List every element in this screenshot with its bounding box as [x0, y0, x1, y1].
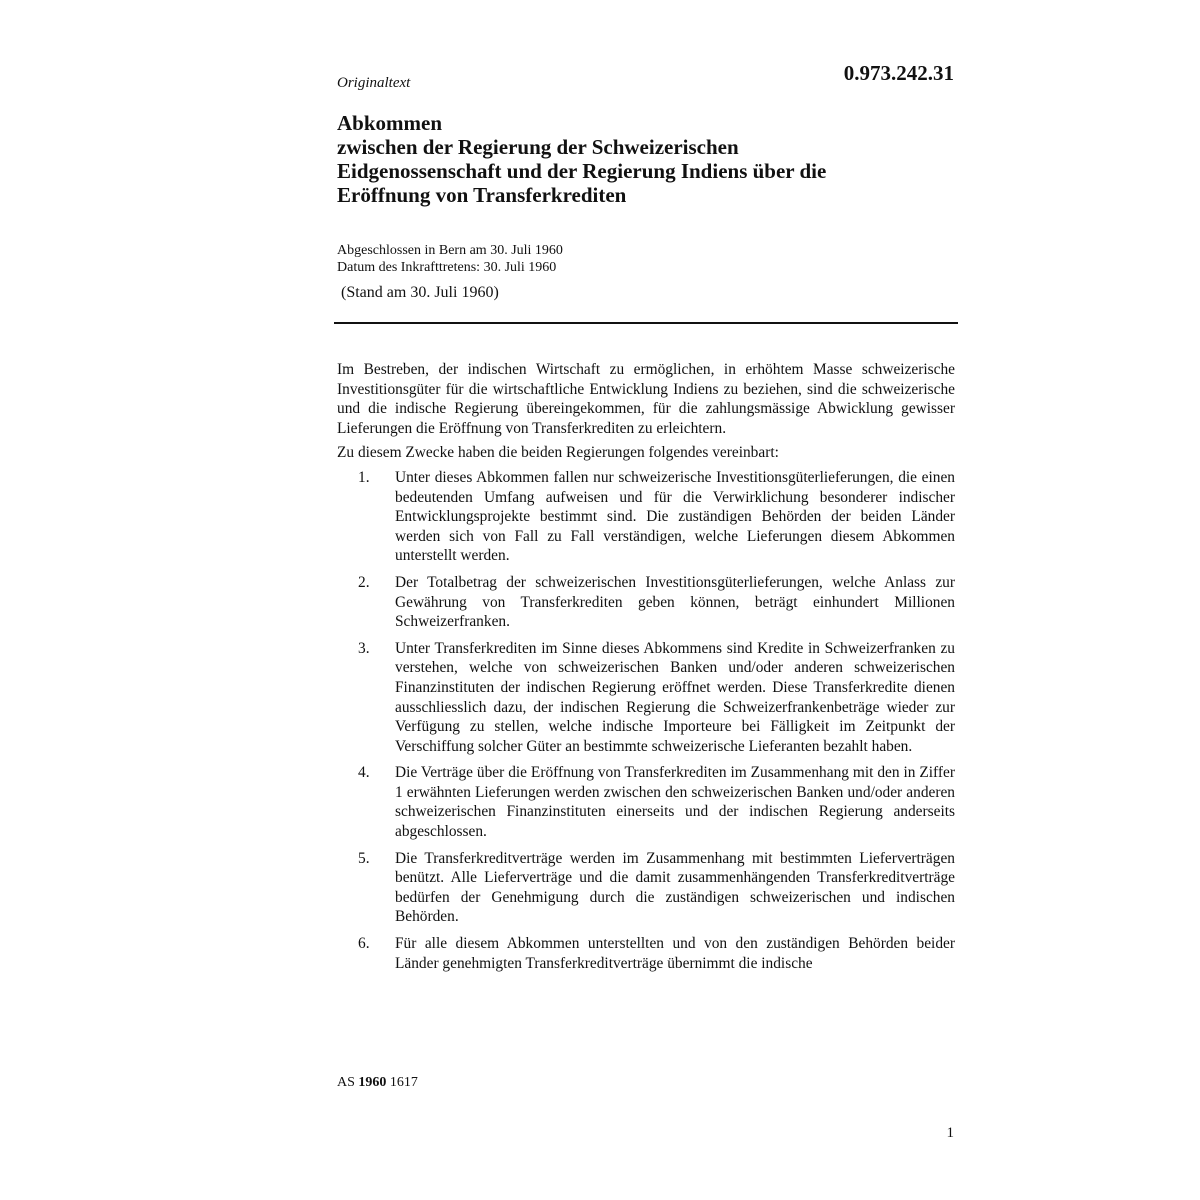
- list-item-text: Unter Transferkrediten im Sinne dieses Abkommens sind Kredite in Schweizerfranken zu verstehen, welche von schweizerischen Banken und/oder anderen schweizerischen Finanzinstituten der indischen Regierung eröffnet werden. Diese Transferkredite dienen ausschliesslich dazu, der indischen Regierung die Schweizerfrankenbeträge wieder zur Verfügung zu stellen, welche indische Importeure bei Fälligkeit im Zeitpunkt der Verschiffung solcher Güter an bestimmte schweizerische Lieferanten bezahlt haben.: [395, 639, 955, 755]
- list-item-number: 2.: [358, 573, 370, 591]
- official-collection-reference: [337, 1075, 418, 1091]
- entry-into-force-date: Datum des Inkrafttretens: 30. Juli 1960: [337, 260, 557, 275]
- title-line: Abkommen: [337, 111, 443, 135]
- list-item-text: Die Transferkreditverträge werden im Zusammenhang mit bestimmten Lieferverträgen benützt. Alle Lieferverträge und die damit zusammenhängenden Transferkreditverträge bedürfen der Genehmigung durch die zuständigen schweizerischen und indischen Behörden.: [395, 849, 955, 926]
- as-page: 1617: [389, 1075, 418, 1090]
- document-meta: [337, 242, 563, 276]
- document-title: [337, 111, 977, 207]
- list-item-number: 3.: [358, 639, 370, 657]
- list-item-text: Für alle diesem Abkommen unterstellten und von den zuständigen Behörden beider Länder genehmigten Transferkreditverträge übernimmt die indische: [395, 935, 955, 972]
- list-item: [337, 573, 955, 632]
- original-text-label: Originaltext: [337, 75, 411, 91]
- title-line: zwischen der Regierung der Schweizerischen: [337, 135, 739, 159]
- as-year: 1960: [358, 1075, 387, 1090]
- document-body: [337, 360, 955, 980]
- title-line: Eidgenossenschaft und der Regierung Indiens über die: [337, 159, 827, 183]
- list-item: [337, 934, 955, 973]
- concluded-date: Abgeschlossen in Bern am 30. Juli 1960: [337, 243, 563, 258]
- status-date: (Stand am 30. Juli 1960): [341, 284, 499, 301]
- list-item-number: 1.: [358, 468, 370, 486]
- article-list: [337, 468, 955, 973]
- list-item: [337, 763, 955, 841]
- intro-paragraph: Zu diesem Zwecke haben die beiden Regierungen folgendes vereinbart:: [337, 444, 779, 462]
- as-prefix: AS: [337, 1075, 355, 1090]
- header-divider: [334, 322, 958, 324]
- list-item: [337, 639, 955, 757]
- title-line: Eröffnung von Transferkrediten: [337, 183, 627, 207]
- sr-number: 0.973.242.31: [843, 61, 954, 85]
- list-item: [337, 468, 955, 566]
- list-item-number: 6.: [358, 935, 370, 953]
- list-item-text: Die Verträge über die Eröffnung von Transferkrediten im Zusammenhang mit den in Ziffer 1 erwähnten Lieferungen werden zwischen den schweizerischen Banken und/oder anderen schweizerischen Finanzinstituten einerseits und der indischen Regierung anderseits abgeschlossen.: [395, 764, 955, 841]
- list-item-text: Der Totalbetrag der schweizerischen Investitionsgüterlieferungen, welche Anlass zur Gewährung von Transferkrediten geben können, beträgt einhundert Millionen Schweizerfranken.: [395, 573, 955, 631]
- list-item-text: Unter dieses Abkommen fallen nur schweizerische Investitionsgüterlieferungen, die einen bedeutenden Umfang aufweisen und für die Verwirklichung besonderer indischer Entwicklungsprojekte bestimmt sind. Die zuständigen Behörden der beiden Länder werden sich von Fall zu Fall verständigen, welche Lieferungen diesem Abkommen unterstellt werden.: [395, 468, 955, 565]
- list-item: [337, 849, 955, 927]
- list-item-number: 4.: [358, 764, 370, 782]
- list-item-number: 5.: [358, 849, 370, 867]
- preamble-paragraph: Im Bestreben, der indischen Wirtschaft zu ermöglichen, in erhöhtem Masse schweizerische Investitionsgüter für die wirtschaftliche Entwicklung Indiens zu beziehen, sind die schweizerische und die indische Regierung übereingekommen, für die zahlungsmässige Abwicklung gewisser Lieferungen die Eröffnung von Transferkrediten zu erleichtern.: [337, 361, 955, 437]
- page-number: 1: [946, 1125, 954, 1141]
